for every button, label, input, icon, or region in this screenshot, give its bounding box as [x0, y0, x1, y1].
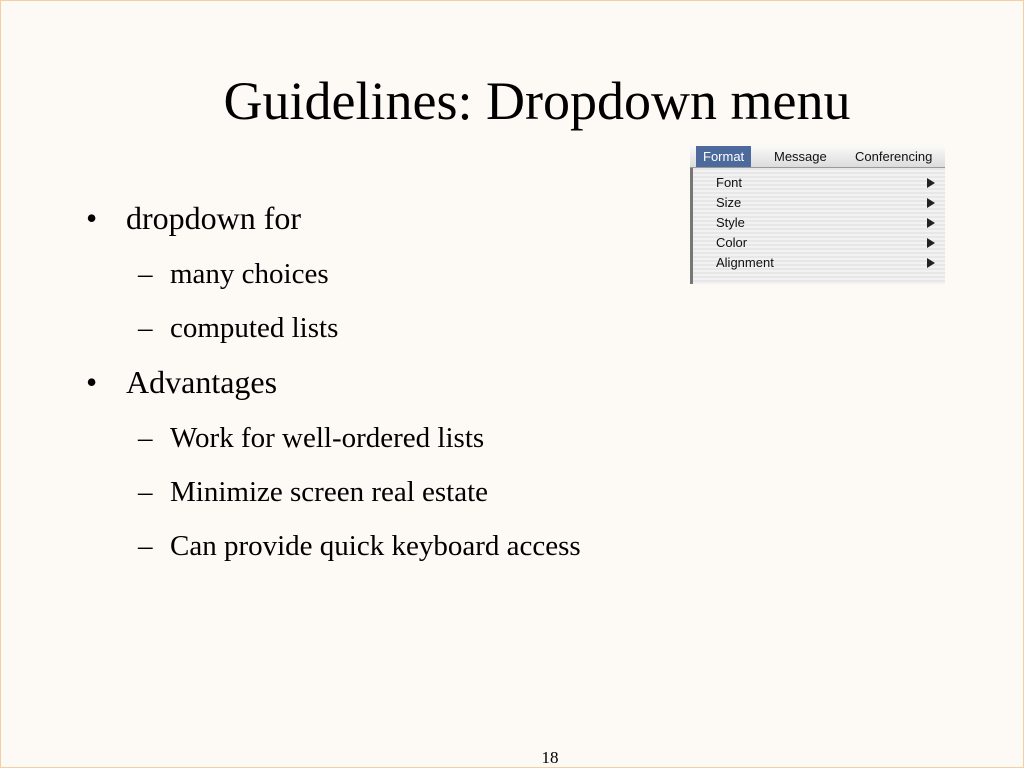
submenu-arrow-icon: [927, 238, 935, 248]
menu-item-font[interactable]: [694, 173, 945, 193]
bullet-marker: •: [86, 364, 98, 400]
bullet-text: Advantages: [126, 364, 278, 400]
sub-bullet-marker: –: [138, 258, 153, 290]
menu-item-style[interactable]: [694, 213, 945, 233]
sub-bullet-item: [138, 310, 338, 346]
page-number: 18: [541, 748, 559, 767]
bullet-text: dropdown for: [126, 200, 302, 236]
menu-format[interactable]: Format: [696, 146, 751, 167]
menu-item-label: Style: [716, 215, 745, 230]
bullet-item: [86, 364, 277, 400]
menu-conferencing[interactable]: Conferencing: [855, 149, 933, 164]
sub-bullet-item: [138, 474, 488, 510]
submenu-arrow-icon: [927, 198, 935, 208]
submenu-arrow-icon: [927, 178, 935, 188]
menu-item-label: Font: [716, 175, 743, 190]
sub-bullet-text: computed lists: [170, 312, 339, 344]
submenu-arrow-icon: [927, 218, 935, 228]
sub-bullet-text: Minimize screen real estate: [170, 476, 489, 508]
menu-item-size[interactable]: [694, 193, 945, 213]
sub-bullet-marker: –: [138, 530, 153, 562]
sub-bullet-marker: –: [138, 312, 153, 344]
bullet-item: [86, 200, 301, 236]
menu-item-label: Color: [716, 235, 748, 250]
sub-bullet-item: [138, 420, 484, 456]
menu-screenshot: [690, 146, 945, 284]
sub-bullet-item: [138, 256, 329, 292]
sub-bullet-item: [138, 528, 581, 564]
window-edge: [690, 168, 693, 284]
sub-bullet-text: Work for well-ordered lists: [170, 422, 485, 454]
sub-bullet-text: Can provide quick keyboard access: [170, 530, 581, 562]
slide-title: Guidelines: Dropdown menu: [223, 71, 851, 131]
sub-bullet-text: many choices: [170, 258, 329, 290]
menu-message[interactable]: Message: [774, 149, 827, 164]
menu-item-label: Size: [716, 195, 742, 210]
menu-item-label: Alignment: [716, 255, 774, 270]
sub-bullet-marker: –: [138, 422, 153, 454]
submenu-arrow-icon: [927, 258, 935, 268]
menu-item-color[interactable]: [694, 233, 945, 253]
bullet-marker: •: [86, 200, 98, 236]
menu-item-alignment[interactable]: [694, 253, 945, 273]
format-dropdown: [694, 169, 945, 281]
menu-bar: [690, 146, 945, 168]
sub-bullet-marker: –: [138, 476, 153, 508]
